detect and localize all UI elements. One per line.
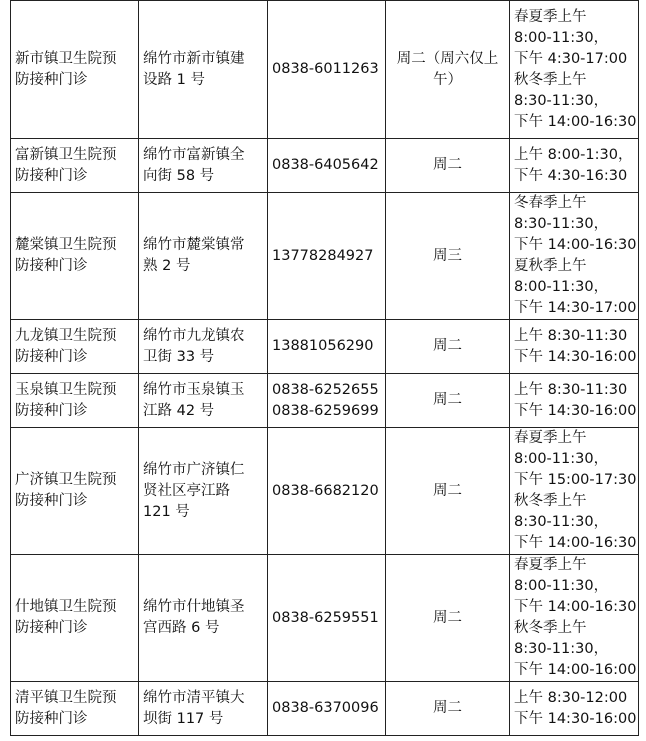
clinic-table-body [11, 1, 639, 736]
cell-text-line: 绵竹市新市镇建 [143, 50, 245, 67]
cell-text-line: 绵竹市玉泉镇玉 [143, 381, 245, 398]
cell-text-line: 向街 58 号 [143, 167, 215, 184]
clinic-name-cell [11, 320, 139, 374]
clinic-phone-cell [268, 320, 386, 374]
cell-text-line: 周二 [433, 157, 462, 173]
clinic-phone-cell [268, 1, 386, 139]
clinic-day-cell [386, 320, 510, 374]
cell-text-line: 周三 [433, 247, 462, 264]
clinic-name-cell [11, 139, 139, 193]
cell-text-line: 0838-6252655 [272, 381, 379, 398]
cell-text-line: 防接种门诊 [15, 493, 88, 509]
clinic-address-cell [139, 139, 268, 193]
cell-text-line: 8:00-11:30， [514, 451, 609, 467]
table-row [11, 1, 639, 139]
cell-text-line: 8:00-11:30， [514, 29, 609, 46]
clinic-address-cell [139, 374, 268, 428]
cell-text-line: 防接种门诊 [15, 258, 88, 274]
cell-text-line: 上午 8:00-1:30， [514, 146, 633, 163]
cell-text-line: 8:30-11:30， [514, 92, 609, 109]
clinic-day-cell [386, 374, 510, 428]
cell-text-line: 121 号 [143, 503, 190, 520]
cell-text-line: 冬春季上午 [514, 195, 587, 211]
cell-text-line: 设路 1 号 [143, 71, 205, 88]
clinic-phone-cell [268, 555, 386, 682]
clinic-name-cell [11, 1, 139, 139]
clinic-day-cell [386, 555, 510, 682]
cell-text-line: 下午 14:30-17:00 [514, 300, 637, 316]
cell-text-line: 清平镇卫生院预 [15, 689, 117, 706]
cell-text-line: 宫西路 6 号 [143, 620, 220, 636]
cell-text-line: 13881056290 [272, 338, 374, 354]
clinic-hours-cell [510, 682, 639, 736]
clinic-day-cell [386, 428, 510, 555]
clinic-day-cell [386, 1, 510, 139]
cell-text-line: 绵竹市富新镇全 [143, 146, 245, 163]
cell-text-line: 绵竹市麓棠镇常 [143, 237, 245, 253]
cell-text-line: 午） [433, 71, 462, 88]
cell-text-line: 秋冬季上午 [514, 620, 587, 636]
cell-text-line: 0838-6682120 [272, 482, 379, 499]
clinic-address-cell [139, 320, 268, 374]
cell-text-line: 周二 [433, 482, 462, 499]
cell-text-line: 绵竹市清平镇大 [143, 689, 245, 706]
cell-text-line: 坝街 117 号 [143, 710, 224, 727]
table-row [11, 682, 639, 736]
cell-text-line: 下午 14:30-16:00 [514, 710, 637, 727]
clinic-table [10, 0, 639, 736]
cell-text-line: 上午 8:30-11:30 [514, 327, 628, 344]
cell-text-line: 绵竹市九龙镇农 [143, 327, 245, 344]
table-row [11, 139, 639, 193]
table-row [11, 428, 639, 555]
cell-text-line: 绵竹市什地镇圣 [143, 599, 245, 615]
cell-text-line: 九龙镇卫生院预 [15, 327, 117, 344]
cell-text-line: 熟 2 号 [143, 258, 191, 274]
cell-text-line: 上午 8:30-12:00 [514, 689, 628, 706]
cell-text-line: 8:30-11:30， [514, 216, 609, 232]
clinic-day-cell [386, 682, 510, 736]
cell-text-line: 新市镇卫生院预 [15, 50, 117, 67]
cell-text-line: 玉泉镇卫生院预 [15, 381, 117, 398]
cell-text-line: 周二 [433, 392, 462, 408]
clinic-hours-cell [510, 374, 639, 428]
clinic-address-cell [139, 1, 268, 139]
cell-text-line: 防接种门诊 [15, 71, 88, 88]
clinic-phone-cell [268, 682, 386, 736]
cell-text-line: 卫街 33 号 [143, 348, 215, 365]
table-row [11, 555, 639, 682]
cell-text-line: 绵竹市广济镇仁 [143, 461, 245, 478]
cell-text-line: 周二 [433, 338, 462, 354]
clinic-hours-cell [510, 193, 639, 320]
cell-text-line: 8:30-11:30， [514, 641, 609, 657]
cell-text-line: 春夏季上午 [514, 8, 587, 25]
cell-text-line: 春夏季上午 [514, 430, 587, 446]
clinic-address-cell [139, 682, 268, 736]
table-row [11, 320, 639, 374]
clinic-address-cell [139, 555, 268, 682]
cell-text-line: 下午 15:00-17:30 [514, 472, 637, 488]
cell-text-line: 下午 4:30-17:00 [514, 50, 628, 67]
cell-text-line: 0838-6259551 [272, 609, 379, 626]
cell-text-line: 下午 14:30-16:00 [514, 348, 637, 365]
clinic-phone-cell [268, 428, 386, 555]
clinic-name-cell [11, 374, 139, 428]
cell-text-line: 下午 14:30-16:00 [514, 402, 637, 419]
cell-text-line: 8:00-11:30， [514, 279, 609, 295]
table-row [11, 374, 639, 428]
cell-text-line: 下午 14:00-16:30 [514, 237, 637, 253]
cell-text-line: 下午 14:00-16:30 [514, 113, 637, 130]
cell-text-line: 江路 42 号 [143, 402, 215, 419]
table-row [11, 193, 639, 320]
cell-text-line: 0838-6259699 [272, 402, 379, 419]
clinic-hours-cell [510, 1, 639, 139]
cell-text-line: 防接种门诊 [15, 620, 88, 636]
clinic-hours-cell [510, 428, 639, 555]
cell-text-line: 下午 14:00-16:30 [514, 599, 637, 615]
clinic-hours-cell [510, 320, 639, 374]
cell-text-line: 秋冬季上午 [514, 493, 587, 509]
cell-text-line: 防接种门诊 [15, 710, 88, 727]
cell-text-line: 什地镇卫生院预 [15, 599, 117, 615]
cell-text-line: 春夏季上午 [514, 557, 587, 573]
clinic-name-cell [11, 193, 139, 320]
cell-text-line: 8:30-11:30， [514, 514, 609, 530]
clinic-phone-cell [268, 193, 386, 320]
clinic-phone-cell [268, 139, 386, 193]
cell-text-line: 富新镇卫生院预 [15, 146, 117, 163]
clinic-day-cell [386, 139, 510, 193]
clinic-name-cell [11, 682, 139, 736]
cell-text-line: 防接种门诊 [15, 167, 88, 184]
cell-text-line: 秋冬季上午 [514, 71, 587, 88]
cell-text-line: 下午 14:00-16:30 [514, 535, 637, 551]
cell-text-line: 下午 4:30-16:30 [514, 167, 628, 184]
cell-text-line: 下午 14:00-16:00 [514, 662, 637, 678]
clinic-address-cell [139, 193, 268, 320]
cell-text-line: 周二 [433, 609, 462, 626]
clinic-name-cell [11, 428, 139, 555]
cell-text-line: 夏秋季上午 [514, 258, 587, 274]
clinic-phone-cell [268, 374, 386, 428]
cell-text-line: 0838-6405642 [272, 157, 379, 173]
cell-text-line: 周二（周六仅上 [396, 50, 499, 67]
cell-text-line: 上午 8:30-11:30 [514, 381, 628, 398]
cell-text-line: 0838-6011263 [272, 61, 379, 77]
cell-text-line: 0838-6370096 [272, 700, 379, 716]
cell-text-line: 周二 [433, 700, 462, 716]
clinic-day-cell [386, 193, 510, 320]
clinic-name-cell [11, 555, 139, 682]
cell-text-line: 麓棠镇卫生院预 [15, 237, 117, 253]
cell-text-line: 贤社区亭江路 [143, 482, 230, 499]
cell-text-line: 防接种门诊 [15, 348, 88, 365]
cell-text-line: 广济镇卫生院预 [15, 472, 117, 488]
cell-text-line: 13778284927 [272, 247, 374, 264]
clinic-address-cell [139, 428, 268, 555]
cell-text-line: 防接种门诊 [15, 402, 88, 419]
cell-text-line: 8:00-11:30， [514, 578, 609, 594]
clinic-hours-cell [510, 139, 639, 193]
clinic-hours-cell [510, 555, 639, 682]
